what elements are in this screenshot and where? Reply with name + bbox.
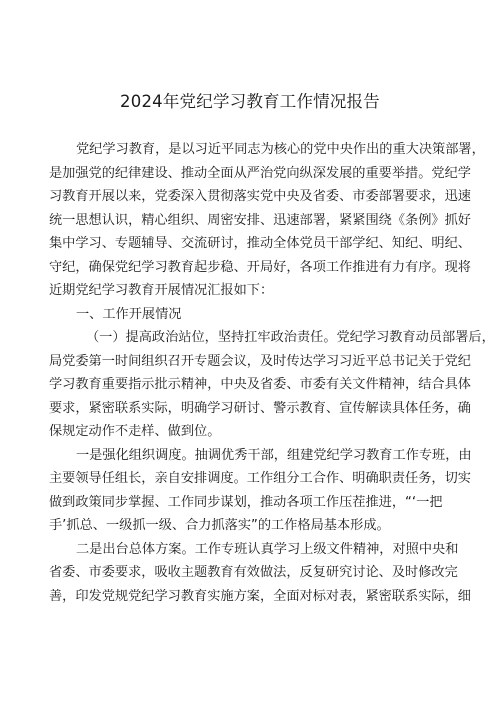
document-body — [49, 138, 495, 608]
paragraph-line: 是加强党的纪律建设、推动全面从严治党向纵深发展的重要举措。党纪学 — [49, 165, 471, 181]
paragraph-line: 习教育开展以来，党委深入贯彻落实党中央及省委、市委部署要求，迅速 — [49, 189, 471, 204]
paragraph-line: 集中学习、专题辅导、交流研讨，推动全体党员干部学纪、知纪、明纪、 — [49, 236, 471, 251]
paragraph-line: （一）提高政治站位，坚持扛牢政治责任。党纪学习教育动员部署后， — [86, 330, 495, 345]
document-title: 2024年党纪学习教育工作情况报告 — [120, 92, 380, 111]
paragraph-line: 一是强化组织调度。抽调优秀干部，组建党纪学习教育工作专班，由 — [76, 447, 472, 463]
paragraph-line: 党纪学习教育，是以习近平同志为核心的党中央作出的重大决策部署， — [76, 142, 485, 157]
paragraph-line: 善，印发党规党纪学习教育实施方案，全面对标对表，紧密联系实际，细 — [49, 588, 471, 604]
paragraph-line: 局党委第一时间组织召开专题会议，及时传达学习习近平总书记关于党纪 — [49, 353, 471, 369]
paragraph-line: 手’抓总、一级抓一级、合力抓落实”的工作格局基本形成。 — [49, 518, 390, 533]
paragraph-line: 学习教育重要指示批示精神，中央及省委、市委有关文件精神，结合具体 — [49, 377, 471, 392]
paragraph-line: 做到政策同步掌握、工作同步谋划，推动各项工作压茬推进，“‘一把 — [49, 494, 443, 510]
paragraph-line: 省委、市委要求，吸收主题教育有效做法，反复研究讨论、及时修改完 — [49, 565, 458, 580]
paragraph-line: 统一思想认识，精心组织、周密安排、迅速部署，紧紧围绕《条例》抓好 — [49, 212, 471, 228]
paragraph-line: 近期党纪学习教育开展情况汇报如下： — [49, 283, 274, 298]
paragraph-line: 二是出台总体方案。工作专班认真学习上级文件精神，对照中央和 — [76, 541, 459, 557]
paragraph-line: 要求，紧密联系实际，明确学习研讨、警示教育、宣传解读具体任务，确 — [49, 400, 471, 416]
paragraph-line: 保规定动作不走样、做到位。 — [49, 424, 221, 439]
paragraph-line: 守纪，确保党纪学习教育起步稳、开局好，各项工作推进有力有序。现将 — [49, 259, 471, 275]
paragraph-line: 主要领导任组长，亲自安排调度。工作组分工合作、明确职责任务，切实 — [49, 471, 471, 486]
section-heading: 一、工作开展情况 — [76, 306, 182, 322]
